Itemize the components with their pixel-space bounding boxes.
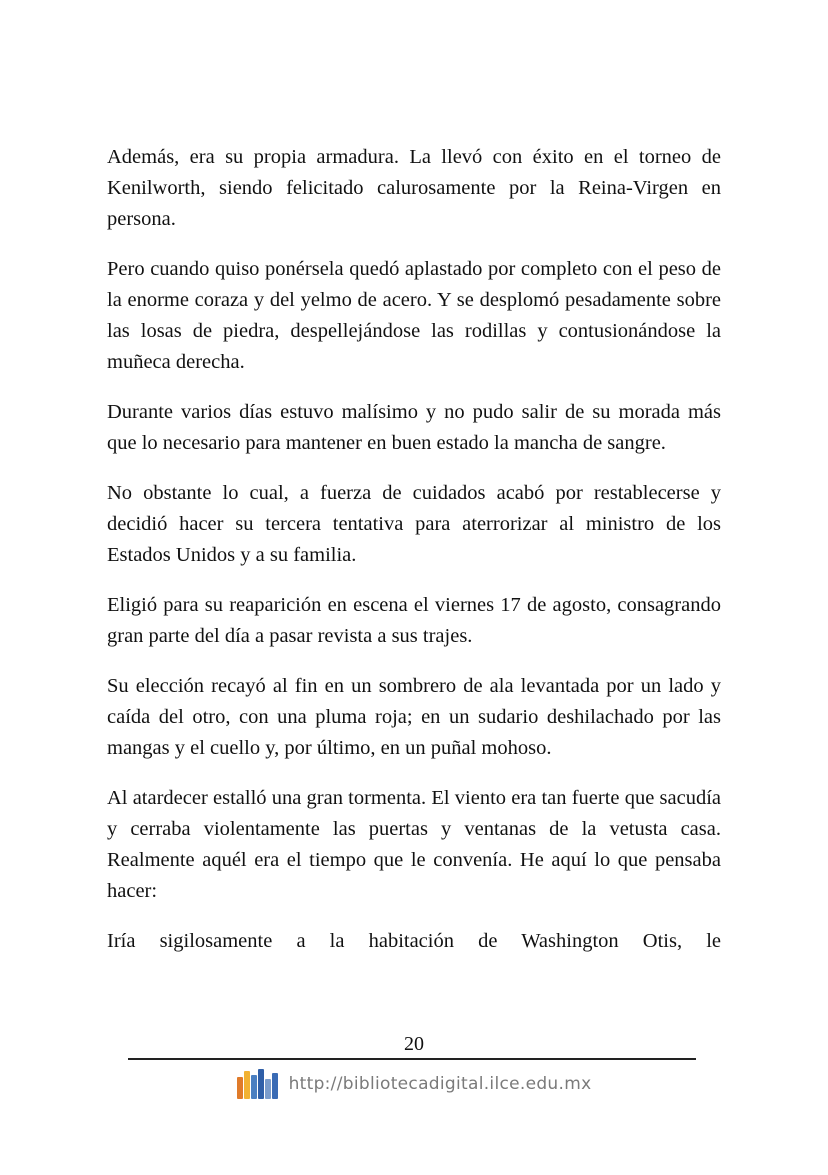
paragraph-7: Al atardecer estalló una gran tormenta. El viento era tan fuerte que sacudía y cerraba violentamente las puertas y ventanas de la vetusta casa. Realmente aquél era el tiempo que le convenía. He aquí lo que pensaba hacer: xyxy=(107,787,721,902)
footer xyxy=(0,1066,828,1102)
book-spine-2 xyxy=(244,1071,250,1099)
paragraph-1: Además, era su propia armadura. La llevó con éxito en el torneo de Kenilworth, siendo felicitado calurosamente por la Reina-Virgen en persona. xyxy=(107,146,721,230)
footer-divider xyxy=(128,1058,696,1060)
page-body xyxy=(107,142,721,976)
book-spine-1 xyxy=(237,1077,243,1099)
paragraph-2: Pero cuando quiso ponérsela quedó aplastado por completo con el peso de la enorme coraza y del yelmo de acero. Y se desplomó pesadamente sobre las losas de piedra, despellejándose las rodillas y contusionándose la muñeca derecha. xyxy=(107,258,721,373)
footer-url-link[interactable]: http://bibliotecadigital.ilce.edu.mx xyxy=(288,1074,592,1094)
paragraph-5: Eligió para su reaparición en escena el viernes 17 de agosto, consagrando gran parte del día a pasar revista a sus trajes. xyxy=(107,594,721,647)
book-spine-3 xyxy=(251,1075,257,1099)
book-spine-6 xyxy=(272,1073,278,1099)
page-number: 20 xyxy=(404,1033,424,1055)
paragraph-4: No obstante lo cual, a fuerza de cuidados acabó por restablecerse y decidió hacer su tercera tentativa para aterrorizar al ministro de los Estados Unidos y a su familia. xyxy=(107,482,721,566)
paragraph-8: Iría sigilosamente a la habitación de Washington Otis, le xyxy=(107,930,721,952)
paragraph-3: Durante varios días estuvo malísimo y no pudo salir de su morada más que lo necesario para mantener en buen estado la mancha de sangre. xyxy=(107,401,721,454)
book-spine-4 xyxy=(258,1069,264,1099)
book-spine-5 xyxy=(265,1079,271,1099)
paragraph-6: Su elección recayó al fin en un sombrero de ala levantada por un lado y caída del otro, con una pluma roja; en un sudario deshilachado por las mangas y el cuello y, por último, en un puñal mohoso. xyxy=(107,675,721,759)
library-books-icon xyxy=(237,1069,279,1099)
